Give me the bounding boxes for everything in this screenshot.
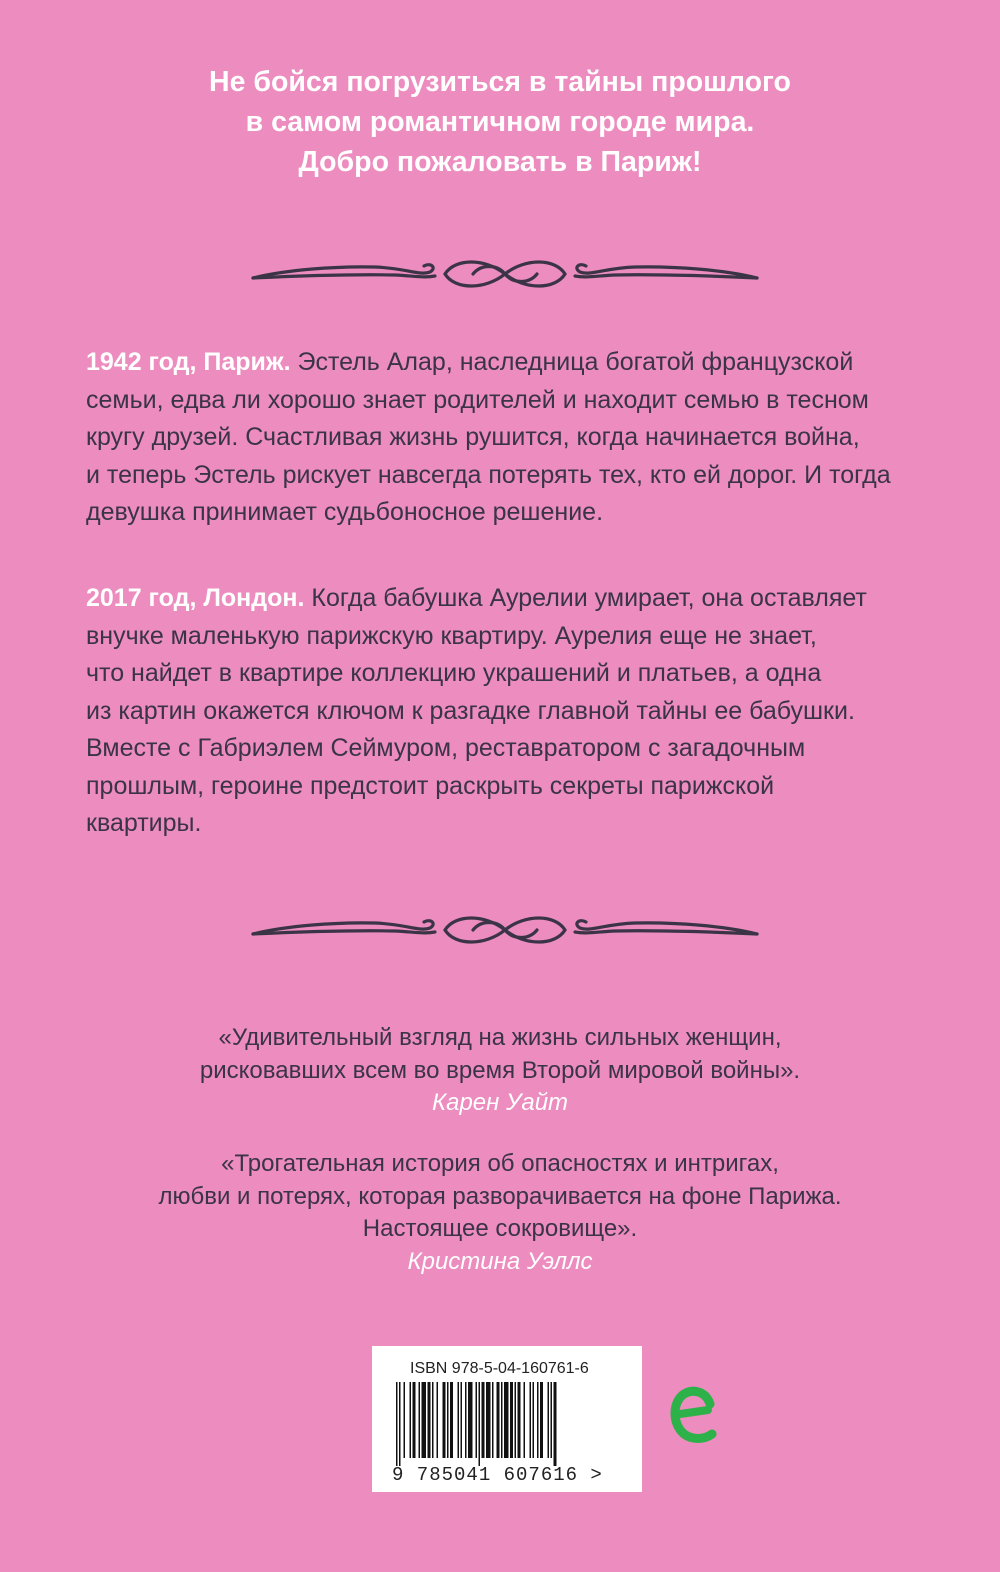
text-segment: Эстель Алар, наследница богатой французской [290,348,854,376]
barcode-bar [501,1382,503,1458]
tagline-line: в самом романтичном городе мира. [245,106,755,138]
tagline-line: Не бойся погрузиться в тайны прошлого [209,66,791,98]
isbn-barcode [372,1346,642,1492]
barcode-bar [515,1382,517,1458]
text-line: из картин окажется ключом к разгадке главной тайны ее бабушки. [86,696,855,725]
eksmo-logo-icon [664,1380,724,1450]
text-line [86,580,926,618]
barcode-bar [468,1382,473,1458]
text-line: и теперь Эстель рискует навсегда потерять тех, кто ей дорог. И тогда [86,460,891,489]
tagline [0,62,1000,182]
barcode-bar [551,1382,553,1458]
barcode-digits: 9 785041 607616 > [392,1464,603,1486]
barcode-bar [518,1382,521,1458]
text-line: кругу друзей. Счастливая жизнь рушится, когда начинается война, [86,423,860,451]
barcode-bar [492,1382,494,1458]
text-line: прошлым, героине предстоит раскрыть секреты парижской [86,771,775,800]
text-line: семьи, едва ли хорошо знает родителей и находит семью в тесном [86,385,869,414]
barcode-bar [413,1382,416,1458]
barcode-bar [458,1382,460,1458]
barcode-bar [428,1382,431,1458]
synopsis-paragraph-1 [86,344,926,532]
barcode-bar [447,1382,449,1458]
quote-line: любви и потерях, которая разворачивается на фоне Парижа. [158,1182,842,1210]
synopsis-paragraph-2 [86,580,926,843]
barcode-bar [497,1382,500,1458]
flourish-divider-svg [245,254,765,294]
quote-line: «Трогательная история об опасностях и интригах, [221,1150,779,1177]
barcode-bar [443,1382,446,1458]
barcode-bar [533,1382,535,1458]
barcode-bar [486,1382,491,1458]
barcode-bar [404,1382,406,1458]
barcode-bar [540,1382,543,1458]
text-segment: Когда бабушка Аурелии умирает, она оставляет [304,584,867,612]
text-line: что найдет в квартире коллекцию украшений и платьев, а одна [86,659,822,687]
text-line: девушка принимает судьбоносное решение. [86,498,604,526]
barcode-bar [396,1382,398,1466]
eksmo-logo-svg [664,1380,724,1450]
flourish-divider-svg [245,910,765,950]
quote-author: Карен Уайт [431,1089,569,1116]
barcode-bar [450,1382,453,1458]
text-line: квартиры. [86,809,202,837]
barcode-bar [482,1382,485,1458]
text-line: внучке маленькую парижскую квартиру. Аурелия еще не знает, [86,621,817,650]
flourish-divider-icon [245,910,765,950]
barcode-bar [504,1382,509,1458]
text-line: Вместе с Габриэлем Сеймуром, реставратором с загадочным [86,734,806,762]
barcode-bar [422,1382,427,1458]
barcode-bar [399,1382,401,1466]
text-line [86,344,926,382]
barcode-bar [554,1382,557,1466]
barcode-bar [479,1382,481,1466]
barcode-bar [465,1382,467,1458]
quote-1 [0,1022,1000,1120]
quote-line: рисковавших всем во время Второй мировой войны». [199,1056,801,1084]
tagline-line: Добро пожаловать в Париж! [298,146,702,178]
barcode-bar [432,1382,434,1458]
paragraph-lead: 1942 год, Париж. [86,348,291,376]
barcode-bar [524,1382,526,1458]
barcode-bar [476,1382,478,1458]
flourish-divider-icon [245,254,765,294]
barcode-bar [537,1382,539,1458]
barcode-bar [437,1382,439,1458]
barcode-bar [461,1382,463,1458]
quote-2 [0,1148,1000,1278]
paragraph-lead: 2017 год, Лондон. [86,584,305,612]
quote-line: «Удивительный взгляд на жизнь сильных женщин, [218,1024,782,1051]
quote-line: Настоящее сокровище». [362,1215,638,1242]
isbn-label: ISBN 978-5-04-160761-6 [410,1360,589,1377]
barcode-bar [548,1382,550,1458]
barcode-bar [410,1382,412,1458]
quote-author: Кристина Уэллс [407,1247,593,1275]
barcode-bar [419,1382,421,1458]
barcode-bars [396,1382,616,1470]
barcode-bar [530,1382,532,1458]
barcode-bar [510,1382,513,1458]
